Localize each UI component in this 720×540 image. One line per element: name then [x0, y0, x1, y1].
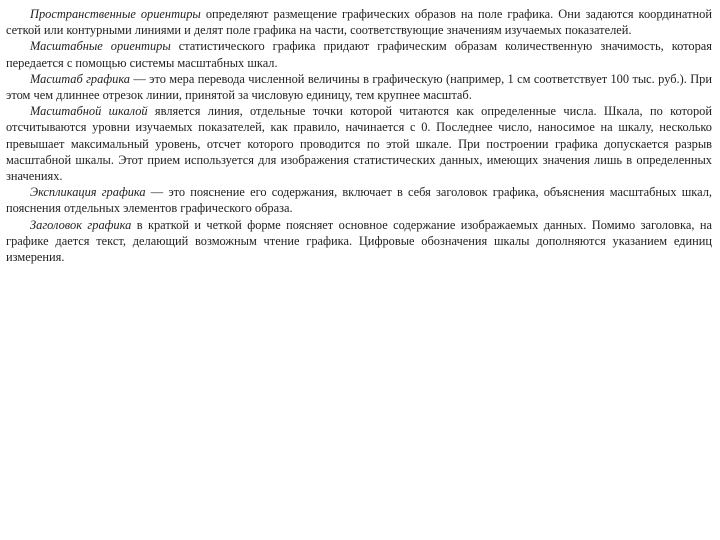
paragraph-text: является линия, отдельные точки которой читаются как определенные числа. Шкала, по которой отсчитываются уровни изучаемых показателей, как правило, начинается с 0. Последнее число, наносимое на шкалу, несколько превышает максимальный уровень, отсчет которого проводится по этой шкале. При построении графика допускается разрыв масштабной шкалы. Этот прием используется для изображения статистических данных, имеющих значения лишь в определенных значениях. — [6, 104, 712, 184]
term-scale-bar: Масштабной шкалой — [30, 104, 148, 119]
paragraph-scale-bar — [6, 103, 712, 184]
paragraph-scale-orientation — [6, 38, 712, 70]
paragraph-chart-title — [6, 217, 712, 266]
paragraph-spatial-orientation — [6, 6, 712, 38]
term-explication: Экспликация графика — [30, 185, 146, 200]
term-chart-scale: Масштаб графика — [30, 71, 130, 86]
paragraph-text: определяют размещение графических образов на поле графика. Они задаются координатной сеткой или контурными линиями и делят поле графика на части, соответствующие значениям изучаемых показателей. — [6, 7, 712, 38]
paragraph-explication — [6, 184, 712, 216]
paragraph-text: статистического графика придают графическим образам количественную значимость, которая передается с помощью системы масштабных шкал. — [6, 39, 712, 70]
term-scale-orientation: Масштабные ориентиры — [30, 39, 171, 54]
paragraph-chart-scale — [6, 71, 712, 103]
paragraph-text: — это мера перевода численной величины в графическую (например, 1 см соответствует 100 тыс. руб.). При этом чем длиннее отрезок линии, принятой за числовую единицу, тем крупнее масштаб. — [6, 71, 713, 103]
document-body — [6, 6, 712, 265]
paragraph-text: — это пояснение его содержания, включает в себя заголовок графика, объяснения масштабных шкал, пояснения отдельных элементов графического образа. — [6, 185, 712, 216]
paragraph-text: в краткой и четкой форме поясняет основное содержание изображаемых данных. Помимо заголовка, на графике дается текст, делающий возможным чтение графика. Цифровые обозначения шкалы дополняются указанием единиц измерения. — [6, 217, 712, 265]
term-spatial-orientation: Пространственные ориентиры — [30, 7, 201, 21]
term-chart-title: Заголовок графика — [30, 217, 132, 232]
